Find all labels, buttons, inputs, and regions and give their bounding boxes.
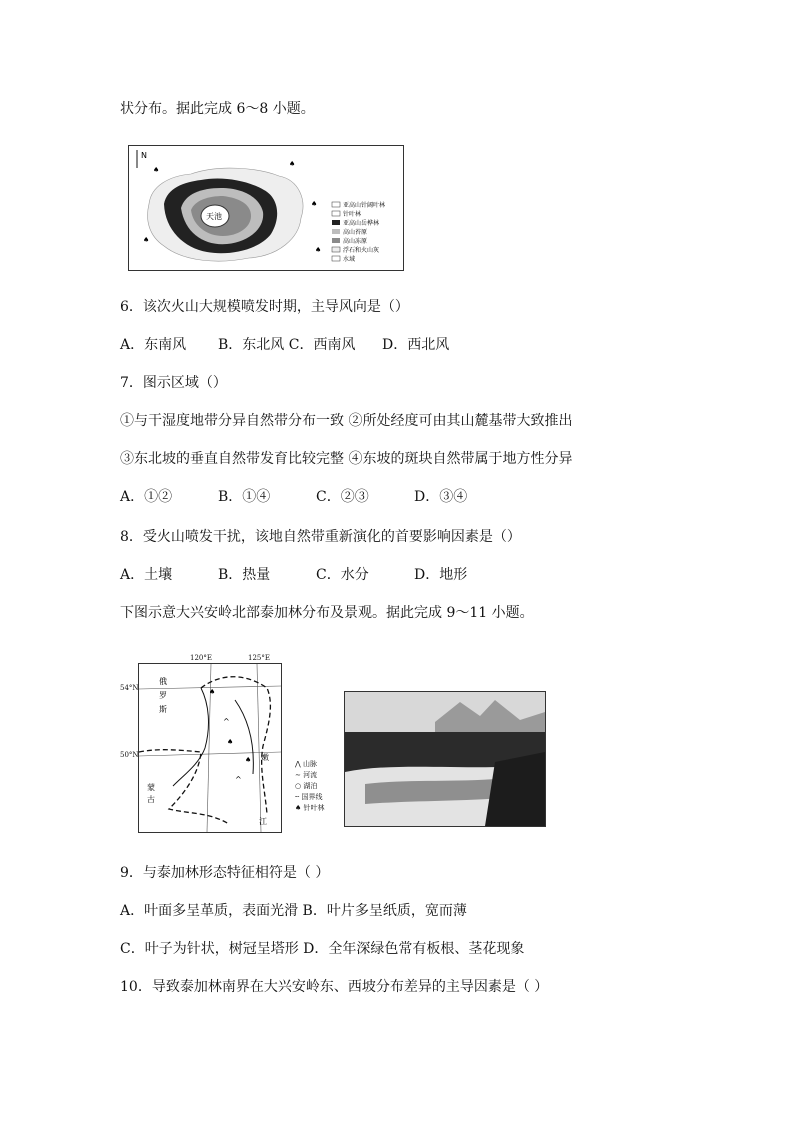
- svg-text:水域: 水域: [343, 256, 356, 263]
- q7-line2: ③东北坡的垂直自然带发育比较完整 ④东坡的斑块自然带属于地方性分异: [120, 451, 573, 467]
- q6-option-a: A．东南风: [120, 337, 187, 353]
- tianchi-label: 天池: [206, 212, 222, 221]
- q8-stem: 8．受火山喷发干扰，该地自然带重新演化的首要影响因素是（）: [120, 529, 521, 545]
- legend-border: ╌ 国界线: [295, 793, 323, 801]
- q8-option-b: B．热量: [218, 567, 271, 583]
- parallel-50: [139, 752, 281, 756]
- taiga-distribution-map: [138, 663, 282, 833]
- conifer-icon: ♠: [245, 756, 252, 764]
- legend-lake: ○ 湖泊: [295, 782, 318, 790]
- conifer-icon: ♠: [289, 160, 296, 168]
- place-label-russia: 俄罗斯: [159, 677, 167, 714]
- conifer-icon: ♠: [209, 688, 216, 696]
- q6-option-d: D．西北风: [382, 337, 450, 353]
- q9-stem: 9．与泰加林形态特征相符是（ ）: [120, 865, 330, 881]
- place-label-jiang: 江: [259, 817, 267, 826]
- q6-option-bc: B．东北风 C．西南风: [218, 337, 356, 353]
- q8-option-c: C．水分: [316, 567, 369, 583]
- q7-option-b: B．①④: [218, 489, 271, 505]
- q9-line1: A．叶面多呈革质，表面光滑 B．叶片多呈纸质，宽而薄: [120, 903, 467, 919]
- q7-option-a: A．①②: [120, 489, 173, 505]
- intro-line: 状分布。据此完成 6～8 小题。: [120, 101, 315, 117]
- volcano-vegetation-map: [128, 145, 404, 271]
- conifer-icon: ♠: [143, 236, 150, 244]
- place-label-mongolia: 蒙古: [147, 783, 155, 804]
- svg-text:高山冻原: 高山冻原: [343, 238, 368, 245]
- river: [173, 688, 208, 786]
- svg-text:亚高山岳桦林: 亚高山岳桦林: [343, 220, 380, 227]
- mountain-icon: ^: [235, 775, 242, 784]
- lat-label-54: 54°N: [120, 684, 139, 692]
- svg-text:亚高山针阔叶林: 亚高山针阔叶林: [343, 202, 386, 209]
- q8-option-d: D．地形: [414, 567, 468, 583]
- taiga-map-svg: [139, 664, 281, 832]
- q6-stem: 6．该次火山大规模喷发时期，主导风向是（）: [120, 299, 409, 315]
- q8-option-a: A．土壤: [120, 567, 173, 583]
- q7-option-d: D．③④: [414, 489, 468, 505]
- legend-mountain: ⋀ 山脉: [295, 760, 317, 768]
- lon-label-120: 120°E: [190, 654, 212, 662]
- fig2-legend: [295, 759, 325, 814]
- meridian-125: [257, 664, 261, 832]
- conifer-icon: ♠: [311, 200, 318, 208]
- taiga-landscape-photo: [344, 691, 546, 827]
- q7-option-c: C．②③: [316, 489, 369, 505]
- q7-stem: 7．图示区域（）: [120, 375, 227, 391]
- q7-line1: ①与干湿度地带分异自然带分布一致 ②所处经度可由其山麓基带大致推出: [120, 413, 573, 429]
- lat-label-50: 50°N: [120, 751, 139, 759]
- q9-line2: C．叶子为针状，树冠呈塔形 D．全年深绿色常有板根、茎花现象: [120, 941, 525, 957]
- intro2-line: 下图示意大兴安岭北部泰加林分布及景观。据此完成 9～11 小题。: [120, 605, 534, 621]
- svg-text:高山苔原: 高山苔原: [343, 229, 368, 236]
- fig1-legend: [332, 201, 385, 263]
- svg-text:针叶林: 针叶林: [343, 211, 362, 218]
- place-label-nen: 嫩: [261, 753, 269, 762]
- conifer-icon: ♠: [153, 166, 160, 174]
- conifer-icon: ♠: [315, 246, 322, 254]
- north-label: N: [141, 151, 147, 160]
- legend-river: ∼ 河流: [295, 771, 318, 779]
- q10-stem: 10．导致泰加林南界在大兴安岭东、西坡分布差异的主导因素是（ ）: [120, 979, 549, 995]
- conifer-icon: ♠: [227, 738, 234, 746]
- volcano-map-svg: [129, 146, 403, 270]
- legend-conifer: ♠ 针叶林: [295, 804, 325, 812]
- landscape-svg: [345, 692, 545, 826]
- lon-label-125: 125°E: [248, 654, 270, 662]
- mountain-icon: ^: [223, 717, 230, 726]
- svg-text:浮石和火山灰: 浮石和火山灰: [343, 247, 380, 254]
